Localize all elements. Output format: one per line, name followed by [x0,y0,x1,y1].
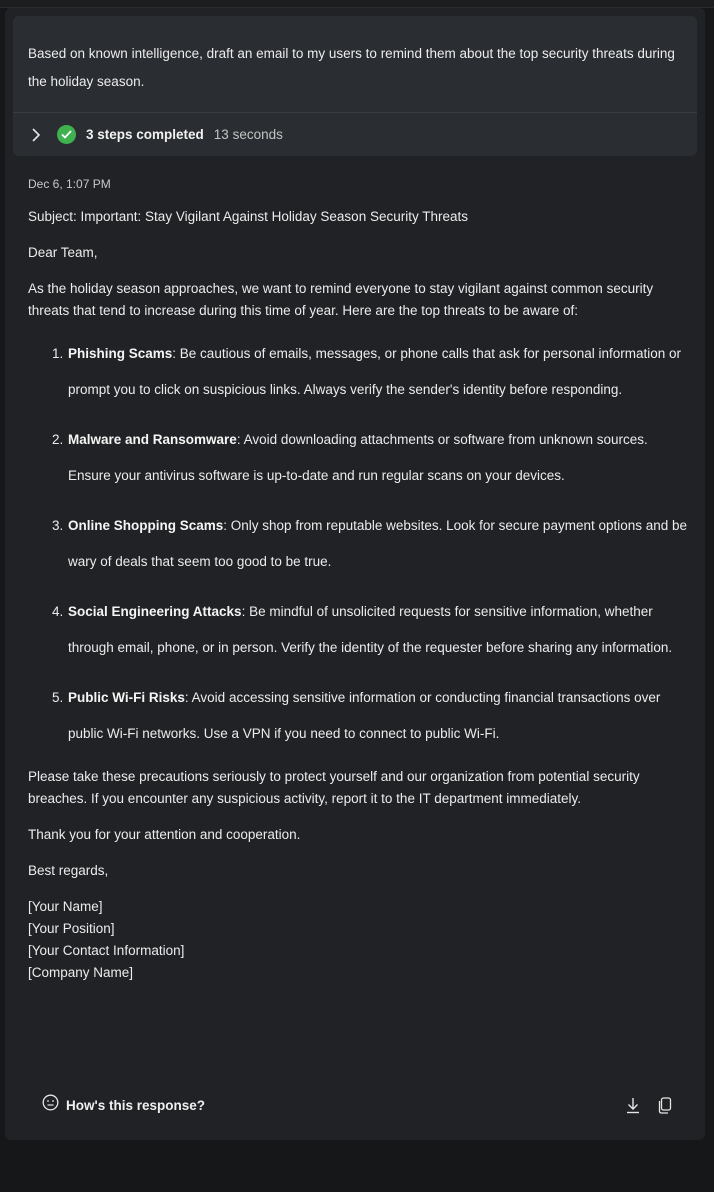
check-circle-icon [57,125,76,144]
chevron-right-icon[interactable] [29,128,43,142]
steps-label: 3 steps completed [86,127,204,142]
signature-name: [Your Name] [28,899,103,914]
list-item [28,508,688,580]
prompt-text: Based on known intelligence, draft an email to my users to remind them about the top security threats during the holiday season. [28,46,675,89]
list-item [28,422,688,494]
download-icon[interactable] [622,1094,644,1116]
email-body [28,206,688,984]
threat-text: : Be mindful of unsolicited requests for sensitive information, whether through email, phone, or in person. Verify the identity of the requester before sharing any information. [68,604,673,655]
threat-title: Malware and Ransomware [68,432,237,447]
threat-text: : Avoid accessing sensitive information or conducting financial transactions over public Wi-Fi networks. Use a VPN if you need to connect to public Wi-Fi. [68,690,661,741]
steps-duration: 13 seconds [213,127,283,142]
copy-icon[interactable] [654,1094,676,1116]
response-card [5,8,705,1140]
steps-toggle[interactable] [13,113,697,156]
email-closing-paragraph: Please take these precautions seriously to protect yourself and our organization from potential security breaches. If you encounter any suspicious activity, report it to the IT department immediately. [28,769,640,806]
signature-company: [Company Name] [28,965,134,980]
threat-text: : Be cautious of emails, messages, or phone calls that ask for personal information or prompt you to click on suspicious links. Always verify the sender's identity before responding. [68,346,682,397]
list-item [28,594,688,666]
threat-title: Online Shopping Scams [68,518,224,533]
neutral-face-icon[interactable] [42,1094,59,1116]
prompt-box [13,16,697,156]
signature-contact: [Your Contact Information] [28,943,185,958]
list-item [28,680,688,752]
list-number: 4. [52,604,64,619]
signature-position: [Your Position] [28,921,115,936]
email-greeting: Dear Team, [28,245,98,260]
feedback-label[interactable]: How's this response? [66,1097,205,1113]
response-timestamp: Dec 6, 1:07 PM [28,177,111,191]
top-bar [0,0,714,8]
threat-text: : Only shop from reputable websites. Look for secure payment options and be wary of deals that seem too good to be true. [68,518,688,569]
list-number: 1. [52,346,64,361]
list-number: 3. [52,518,64,533]
email-subject: Subject: Important: Stay Vigilant Against Holiday Season Security Threats [28,209,468,224]
threat-title: Phishing Scams [68,346,173,361]
list-number: 5. [52,690,64,705]
email-intro: As the holiday season approaches, we want to remind everyone to stay vigilant against common security threats that tend to increase during this time of year. Here are the top threats to be aware of: [28,281,654,318]
list-item [28,336,688,408]
email-thanks: Thank you for your attention and cooperation. [28,827,301,842]
email-signature [28,896,688,984]
feedback-bar [5,1090,705,1120]
list-number: 2. [52,432,64,447]
threat-title: Public Wi-Fi Risks [68,690,185,705]
threat-title: Social Engineering Attacks [68,604,242,619]
threat-list [28,336,688,752]
email-sign-off: Best regards, [28,863,109,878]
feedback-button[interactable] [42,1094,205,1116]
threat-text: : Avoid downloading attachments or software from unknown sources. Ensure your antivirus software is up-to-date and run regular scans on your devices. [68,432,648,483]
